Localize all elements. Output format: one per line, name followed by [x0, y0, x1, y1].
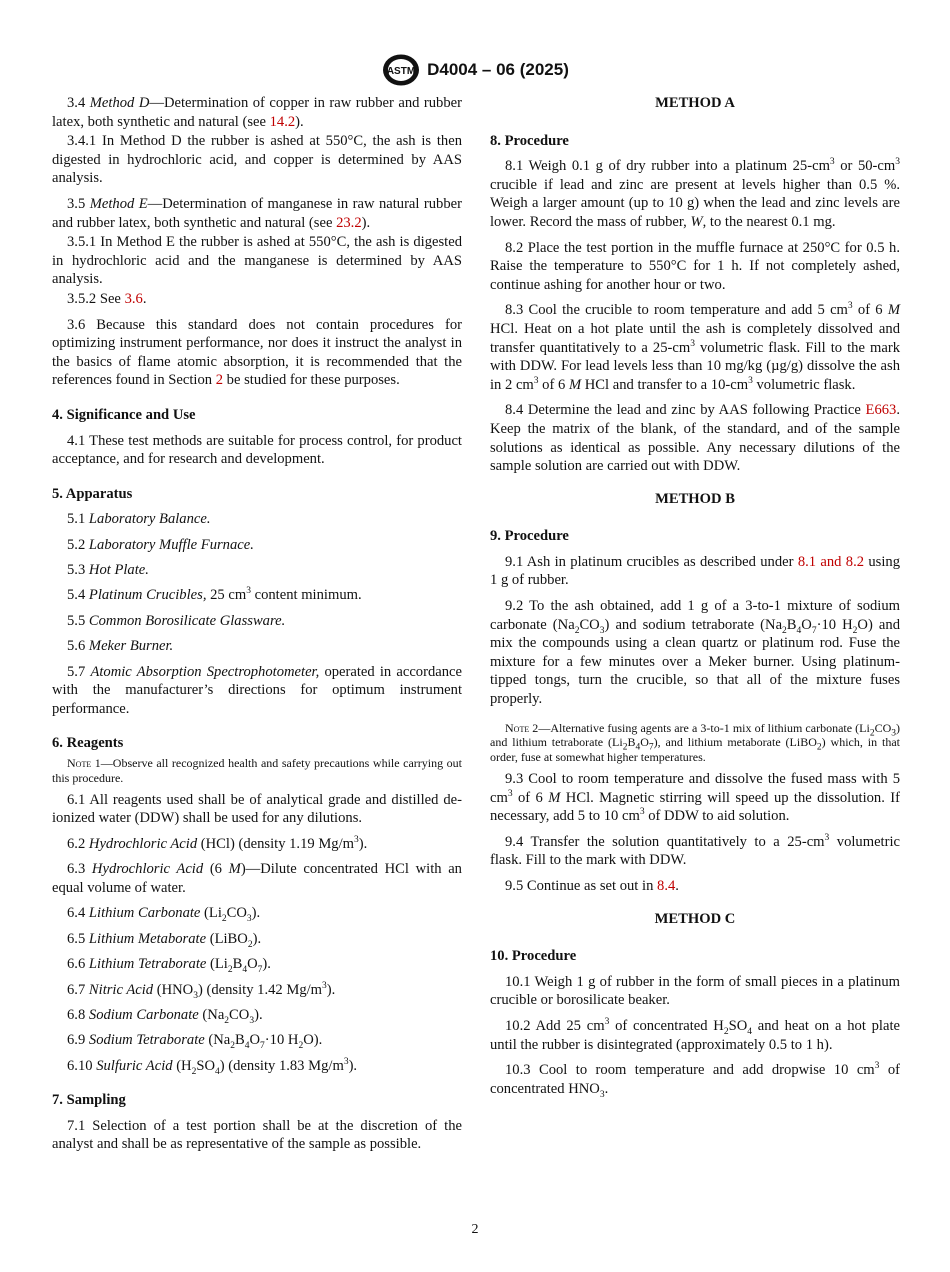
- section-9-4: 9.4 Transfer the solution quantitatively to a $25-cm^3$ volumetric flask. Fill to the mark with DDW.: [490, 832, 900, 869]
- apparatus-item: 5.4 Platinum Crucibles, 25 $cm^3$ content minimum.: [67, 586, 362, 604]
- note-1: Note 1—Observe all recognized health and safety precautions while carrying out this procedure.: [52, 756, 462, 785]
- apparatus-item: 5.1 Laboratory Balance.: [67, 511, 211, 528]
- heading-apparatus: 5. Apparatus: [52, 485, 133, 502]
- method-b-heading: METHOD B: [655, 490, 735, 507]
- section-8-3: 8.3 Cool the crucible to room temperature and add 5 $cm^3$ of 6 M HCl. Heat on a hot plate until the ash is completely dissolved and transfer quantitatively to a $25-cm^3$ volumetric flask. Fill to the mark with DDW. For lead levels less than 10 mg/kg (µg/g) dissolve the ash in 2 $cm^3$ of 6 M HCl and transfer to a $10-cm^3$ volumetric flask.: [490, 301, 901, 393]
- ref-e663-link[interactable]: E663: [865, 402, 897, 419]
- reagent-item: 6.4 Lithium Carbonate $(Li_2CO_3)$.: [67, 905, 261, 925]
- heading-reagents: 6. Reagents: [52, 735, 124, 752]
- heading-procedure-9: 9. Procedure: [490, 528, 569, 545]
- section-9-3: 9.3 Cool to room temperature and dissolve the fused mass with 5 $cm^3$ of 6 M HCl. Magnetic stirring will speed up the dissolution. If necessary, add 5 to 10 $cm^3$ of DDW to aid solution.: [490, 771, 900, 825]
- section-8-2: 8.2 Place the test portion in the muffle furnace at 250°C for 0.5 h. Raise the temperature to 550°C for 1 h. If not completely ashed, continue ashing for another hour or two.: [490, 239, 900, 293]
- section-9-5: 9.5 Continue as set out in 8.4.: [505, 877, 679, 894]
- astm-logo-icon: [381, 53, 421, 87]
- method-c-heading: METHOD C: [654, 910, 736, 927]
- ref-3-6-link[interactable]: 3.6: [124, 290, 143, 307]
- section-10-2: 10.2 Add 25 $cm^3$ of concentrated $H_2SO_4$ and heat on a hot plate until the rubber is disintegrated (approximately 0.5 to 1 h).: [490, 1017, 900, 1053]
- section-3-4: 3.4 Method D—Determination of copper in raw rubber and rubber latex, both synthetic and natural (see 14.2).: [52, 95, 462, 130]
- apparatus-item: 5.6 Meker Burner.: [67, 638, 174, 655]
- reagent-item: 6.2 Hydrochloric Acid (HCl) (density 1.19 $Mg/m^3$).: [67, 834, 368, 852]
- section-3-5-2: 3.5.2 See 3.6.: [67, 290, 147, 307]
- section-10-3: 10.3 Cool to room temperature and add dropwise 10 $cm^3$ of concentrated $HNO_3$.: [490, 1061, 900, 1100]
- reagent-item: 6.9 Sodium Tetraborate ($Na_2B_4O_7\cdot 10$ $H_2O$).: [67, 1032, 323, 1052]
- page-header: [0, 52, 950, 88]
- section-9-1: 9.1 Ash in platinum crucibles as described under 8.1 and 8.2 using 1 g of rubber.: [490, 553, 900, 589]
- section-7-1: 7.1 Selection of a test portion shall be at the discretion of the analyst and shall be as representative of the sample as possible.: [52, 1117, 462, 1153]
- section-3-4-1: 3.4.1 In Method D the rubber is ashed at 550°C, the ash is then digested in hydrochloric acid, and copper is determined by AAS analysis.: [52, 133, 462, 187]
- apparatus-item: 5.3 Hot Plate.: [67, 562, 149, 579]
- section-8-1: 8.1 Weigh 0.1 g of dry rubber into a platinum $25-cm^3$ or $50-cm^3$ crucible if lead and zinc are present at levels higher than 0.5 %. Weigh a larger amount (up to 10 g) when the lead and zinc levels are lower. Record the mass of rubber, W, to the nearest 0.1 mg.: [490, 157, 900, 230]
- ref-section-2-link[interactable]: 2: [215, 372, 224, 389]
- apparatus-item: 5.5 Common Borosilicate Glassware.: [67, 612, 286, 629]
- section-3-5: 3.5 Method E—Determination of manganese in raw natural rubber and rubber latex, both synthetic and natural (see 23.2).: [52, 195, 462, 231]
- heading-procedure-8: 8. Procedure: [490, 132, 569, 149]
- svg-text:ASTM: ASTM: [386, 66, 416, 77]
- section-9-2: 9.2 To the ash obtained, add 1 g of a 3-to-1 mixture of sodium carbonate $(Na_2CO_3)$ and sodium tetraborate ($Na_2B_4O_7\cdot 10$ $H_2O$) and mix the compounds using a clean quartz or platinum rod. Fuse the mixture for a few minutes over a Meker burner. Using platinum-tipped tongs, turn the crucible, so that all of the mixture fuses properly.: [490, 598, 900, 708]
- section-5-7: 5.7 Atomic Absorption Spectrophotometer, operated in accordance with the manufacturer’s directions for optimum instrument performance.: [52, 663, 462, 717]
- heading-sampling: 7. Sampling: [52, 1092, 126, 1109]
- section-4-1: 4.1 These test methods are suitable for process control, for product acceptance, and for research and development.: [52, 432, 462, 468]
- method-a-heading: METHOD A: [655, 95, 735, 111]
- heading-procedure-10: 10. Procedure: [490, 948, 577, 965]
- reagent-item: 6.10 Sulfuric Acid $(H_2SO_4)$ (density 1.83 $Mg/m^3$).: [67, 1056, 358, 1077]
- section-6-1: 6.1 All reagents used shall be of analytical grade and distilled de-ionized water (DDW) shall be used for any dilutions.: [52, 791, 462, 827]
- section-8-4: 8.4 Determine the lead and zinc by AAS following Practice E663. Keep the matrix of the blank, of the standard, and of the sample solutions as identical as possible. Any necessary dilutions of the sample solution are carried out with DDW.: [490, 402, 900, 475]
- section-3-5-1: 3.5.1 In Method E the rubber is ashed at 550°C, the ash is digested in hydrochloric acid and the manganese is determined by AAS analysis.: [52, 234, 462, 288]
- reagent-item: 6.5 Lithium Metaborate (LiBO$_2$).: [67, 930, 262, 950]
- ref-14-2-link[interactable]: 14.2: [269, 113, 296, 130]
- section-10-1: 10.1 Weigh 1 g of rubber in the form of small pieces in a platinum crucible or borosilicate beaker.: [490, 973, 900, 1009]
- page-number: 2: [471, 1222, 479, 1237]
- reagent-item: 6.8 Sodium Carbonate $(Na_2CO_3)$.: [67, 1006, 263, 1026]
- reagent-item: 6.6 Lithium Tetraborate $(Li_2B_4O_7)$.: [67, 956, 271, 976]
- section-6-3: 6.3 Hydrochloric Acid (6 M)—Dilute concentrated HCl with an equal volume of water.: [52, 861, 462, 896]
- section-3-6: 3.6 Because this standard does not contain procedures for optimizing instrument performance, nor does it instruct the analyst in the basics of flame atomic absorption, it is recommended that the references found in Section 2 be studied for these purposes.: [52, 316, 462, 389]
- right-column: [490, 94, 900, 1105]
- ref-8-4-link[interactable]: 8.4: [657, 877, 676, 894]
- heading-significance: 4. Significance and Use: [52, 406, 196, 423]
- left-column: [52, 94, 462, 1161]
- apparatus-item: 5.2 Laboratory Muffle Furnace.: [67, 536, 254, 553]
- note-2: Note 2—Alternative fusing agents are a 3-to-1 mix of lithium carbonate $(Li_2CO_3)$ and lithium tetraborate $(Li_2B_4O_7)$, and lithium metaborate (LiBO$_2$) which, in that order, fuse at somewhat higher temperatures.: [490, 720, 900, 765]
- ref-8-1-8-2-link[interactable]: 8.1 and 8.2: [797, 553, 865, 570]
- reagent-item: 6.7 Nitric Acid $(HNO_3)$ (density 1.42 $Mg/m^3$).: [67, 980, 336, 1001]
- standard-designation: D4004 – 06 (2025): [427, 60, 569, 79]
- ref-23-2-link[interactable]: 23.2: [336, 214, 362, 231]
